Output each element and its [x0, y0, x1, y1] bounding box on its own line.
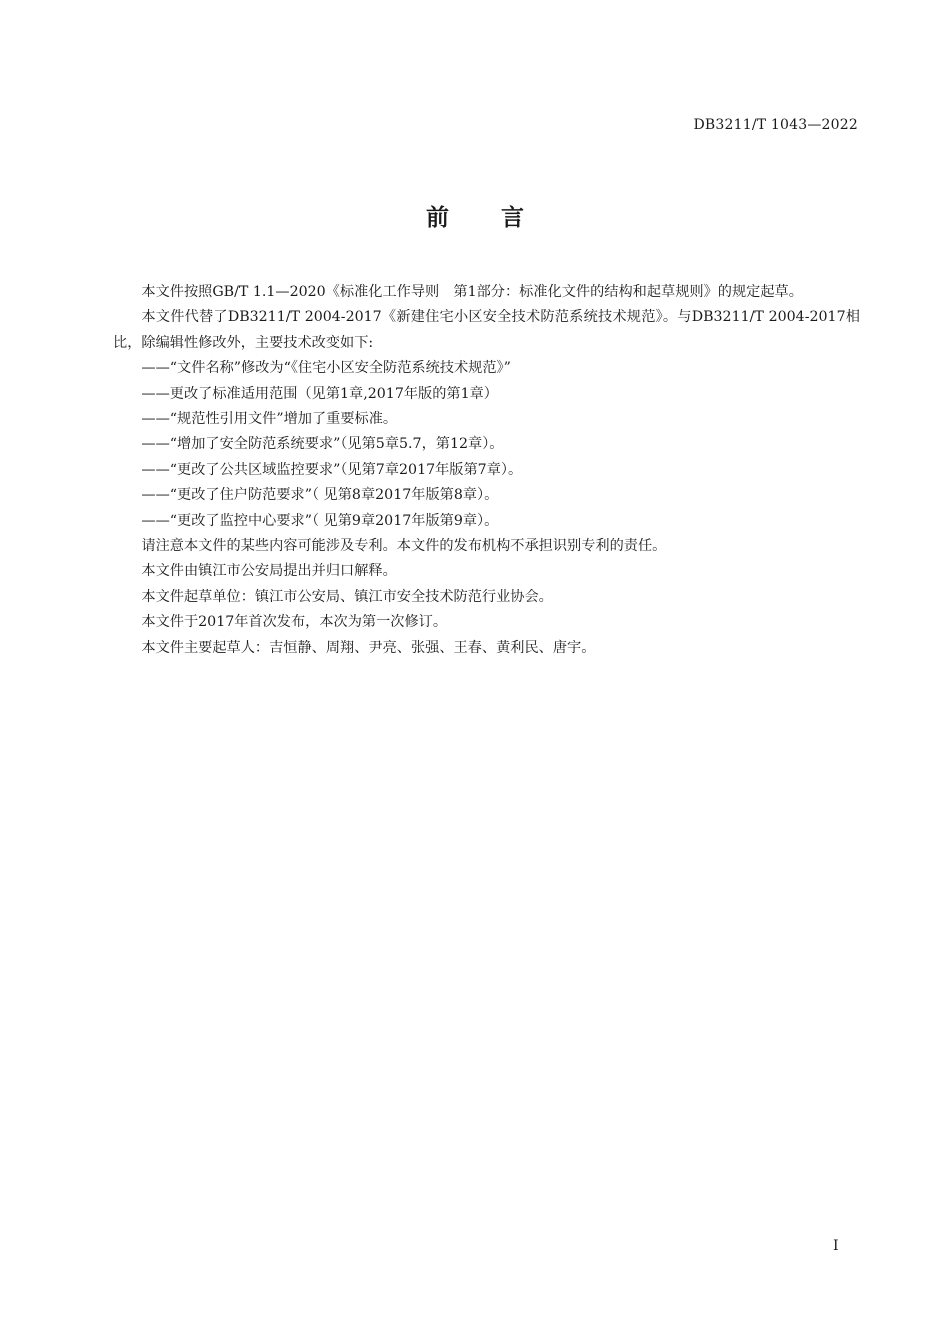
- paragraph-proposer: 本文件由镇江市公安局提出并归口解释。: [141, 563, 397, 580]
- document-body: [113, 280, 860, 661]
- paragraph-replacement: 本文件代替了DB3211/T 2004-2017《新建住宅小区安全技术防范系统技术规范》。与DB3211/T 2004-2017相比，除编辑性修改外，主要技术改变如下:: [113, 309, 860, 351]
- change-item: ——“更改了公共区域监控要求”（见第7章2017年版第7章）。: [141, 461, 523, 478]
- paragraph-patent-notice: 请注意本文件的某些内容可能涉及专利。本文件的发布机构不承担识别专利的责任。: [141, 538, 667, 555]
- change-item: ——“文件名称”修改为“《住宅小区安全防范系统技术规范》”: [141, 360, 511, 377]
- paragraph-drafters: 本文件主要起草人：吉恒静、周翔、尹亮、张强、王春、黄利民、唐宇。: [141, 639, 596, 656]
- change-item: ——“更改了住户防范要求”（ 见第8章2017年版第8章）。: [141, 487, 499, 504]
- document-code: DB3211/T 1043—2022: [693, 117, 858, 133]
- paragraph-publication-history: 本文件于2017年首次发布，本次为第一次修订。: [141, 614, 448, 631]
- paragraph-drafting-units: 本文件起草单位：镇江市公安局、镇江市安全技术防范行业协会。: [141, 588, 553, 605]
- change-item: ——“规范性引用文件”增加了重要标准。: [141, 411, 398, 428]
- change-item: ——“增加了安全防范系统要求”（见第5章5.7，第12章）。: [141, 436, 504, 453]
- change-item: ——“更改了监控中心要求”（ 见第9章2017年版第9章）。: [141, 512, 499, 529]
- change-item: ——更改了标准适用范围（见第1章,2017年版的第1章）: [141, 385, 498, 402]
- page-number: I: [833, 1238, 839, 1254]
- page-title: 前言: [426, 205, 576, 231]
- paragraph-drafting-rules: 本文件按照GB/T 1.1—2020《标准化工作导则 第1部分：标准化文件的结构和起草规则》的规定起草。: [141, 284, 803, 300]
